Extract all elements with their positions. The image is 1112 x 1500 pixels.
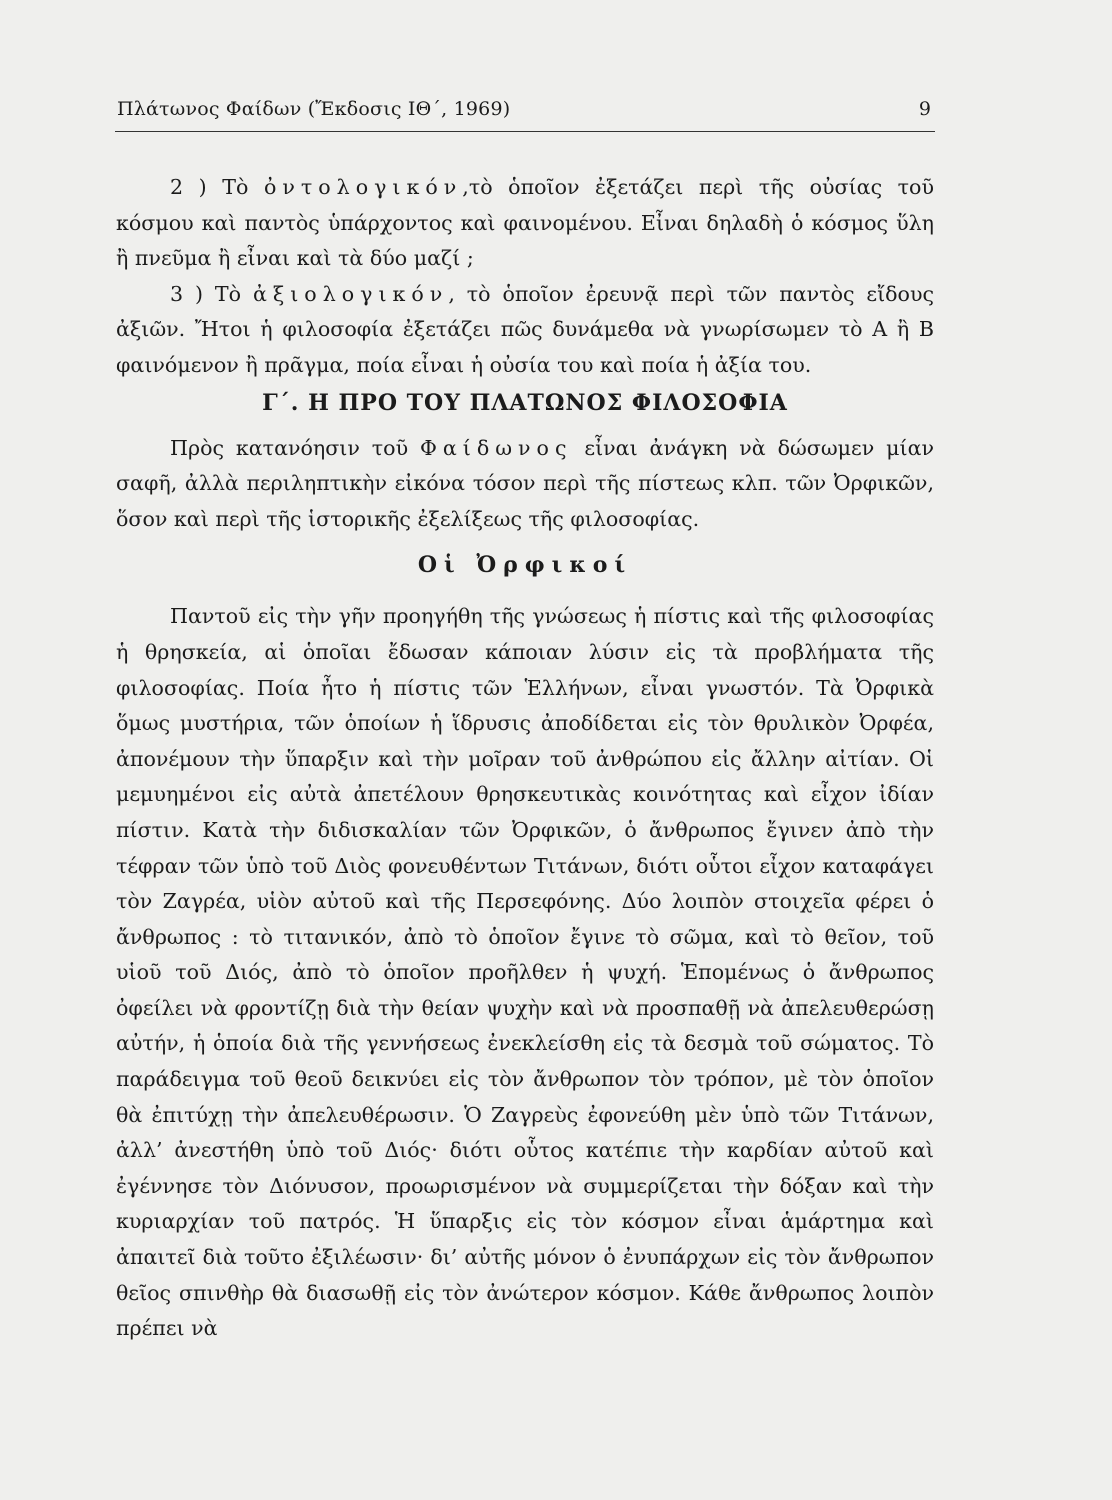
running-header <box>117 98 933 128</box>
section-heading: Γ΄. Η ΠΡΟ ΤΟΥ ΠΛΑΤΩΝΟΣ ΦΙΛΟΣΟΦΙΑ <box>262 389 788 416</box>
paragraph-axiological <box>116 277 934 384</box>
list-number-3: 3 ) Τὸ <box>170 281 253 306</box>
paragraph-intro <box>116 431 934 538</box>
subheading-orphics: Οἱ Ὀρφικοί <box>417 552 633 579</box>
term-phaedo: Φαίδωνος <box>419 435 573 460</box>
list-number-2: 2 ) Τὸ <box>170 175 264 199</box>
paragraph-ontological <box>116 170 934 277</box>
page-number: 9 <box>918 98 931 120</box>
paragraph-orphics-body: Παντοῦ εἰς τὴν γῆν προηγήθη τῆς γνώσεως ἡ πίστις καὶ τῆς φιλοσοφίας ἡ θρησκεία, αἱ ὁποῖαι ἔδωσαν κάποιαν λύσιν εἰς τὰ προβλήματα τῆς φιλοσοφίας. Ποία ἦτο ἡ πίστις τῶν Ἑλλήνων, εἶναι γνωστόν. Τὰ Ὀρφικὰ ὅμως μυστήρια, τῶν ὁποίων ἡ ἵδρυσις ἀποδίδεται εἰς τὸν θρυλικὸν Ὀρφέα, ἀπονέμουν τὴν ὕπαρξιν καὶ τὴν μοῖραν τοῦ ἀνθρώπου εἰς ἄλλην αἰτίαν. Οἱ μεμυημένοι εἰς αὐτὰ ἀπετέλουν θρησκευτικὰς κοινότητας καὶ εἶχον ἰδίαν πίστιν. Κατὰ τὴν διδισκαλίαν τῶν Ὀρφικῶν, ὁ ἄνθρωπος ἔγινεν ἀπὸ τὴν τέφραν τῶν ὑπὸ τοῦ Διὸς φονευθέντων Τιτάνων, διότι οὗτοι εἶχον καταφάγει τὸν Ζαγρέα, υἱὸν αὐτοῦ καὶ τῆς Περσεφόνης. Δύο λοιπὸν στοιχεῖα φέρει ὁ ἄνθρωπος : τὸ τιτανικόν, ἀπὸ τὸ ὁποῖον ἔγινε τὸ σῶμα, καὶ τὸ θεῖον, τοῦ υἱοῦ τοῦ Διός, ἀπὸ τὸ ὁποῖον προῆλθεν ἡ ψυχή. Ἑπομένως ὁ ἄνθρωπος ὀφείλει νὰ φροντίζῃ διὰ τὴν θείαν ψυχὴν καὶ νὰ προσπαθῇ νὰ ἀπελευθερώσῃ αὐτήν, ἡ ὁποία διὰ τῆς γεννήσεως ἐνεκλείσθη εἰς τὰ δεσμὰ τοῦ σώματος. Τὸ παράδειγμα τοῦ θεοῦ δεικνύει εἰς τὸν ἄνθρωπον τὸν τρόπον, μὲ τὸν ὁποῖον θὰ ἐπιτύχῃ τὴν ἀπελευθέρωσιν. Ὁ Ζαγρεὺς ἐφονεύθη μὲν ὑπὸ τῶν Τιτάνων, ἀλλ’ ἀνεστήθη ὑπὸ τοῦ Διός· διότι οὗτος κατέπιε τὴν καρδίαν αὐτοῦ καὶ ἐγέννησε τὸν Διόνυσον, προωρισμένον νὰ συμμερίζεται τὴν δόξαν καὶ τὴν κυριαρχίαν τοῦ πατρός. Ἡ ὕπαρξις εἰς τὸν κόσμον εἶναι ἁμάρτημα καὶ ἀπαιτεῖ διὰ τοῦτο ἐξιλέωσιν· δι’ αὐτῆς μόνον ὁ ἐνυπάρχων εἰς τὸν ἄνθρωπον θεῖος σπινθὴρ θὰ διασωθῇ εἰς τὸν ἀνώτερον κόσμον. Κάθε ἄνθρωπος λοιπὸν πρέπει νὰ <box>116 604 934 1341</box>
page-content <box>116 170 934 1347</box>
header-rule <box>115 131 935 132</box>
intro-after: εἶναι ἀνάγκη νὰ δώσωμεν μίαν σαφῆ, ἀλλὰ περιληπτικὴν εἰκόνα τόσον περὶ τῆς πίστεως κλπ. τῶν Ὀρφικῶν, ὅσον καὶ περὶ τῆς ἱστορικῆς ἐξελίξεως τῆς φιλοσοφίας. <box>116 435 934 531</box>
intro-before: Πρὸς κατανόησιν τοῦ <box>170 435 420 460</box>
header-title: Πλάτωνος Φαίδων (Ἔκδοσις ΙΘ΄, 1969) <box>117 98 511 120</box>
paragraph-axiological-text: , τὸ ὁποῖον ἐρευνᾷ περὶ τῶν παντὸς εἴδους ἀξιῶν. Ἤτοι ἡ φιλοσοφία ἐξετάζει πῶς δυνάμεθα νὰ γνωρίσωμεν τὸ Α ἢ Β φαινόμενον ἢ πρᾶγμα, ποία εἶναι ἡ οὐσία του καὶ ποία ἡ ἀξία του. <box>116 281 934 377</box>
paragraph-ontological-text: ,τὸ ὁποῖον ἐξετάζει περὶ τῆς οὐσίας τοῦ κόσμου καὶ παντὸς ὑπάρχοντος καὶ φαινομένου. Εἶναι δηλαδὴ ὁ κόσμος ὕλη ἢ πνεῦμα ἢ εἶναι καὶ τὰ δύο μαζί ; <box>116 175 934 271</box>
term-ontological: ὀντολογικόν <box>263 175 463 199</box>
term-axiological: ἀξιολογικόν <box>252 281 449 306</box>
